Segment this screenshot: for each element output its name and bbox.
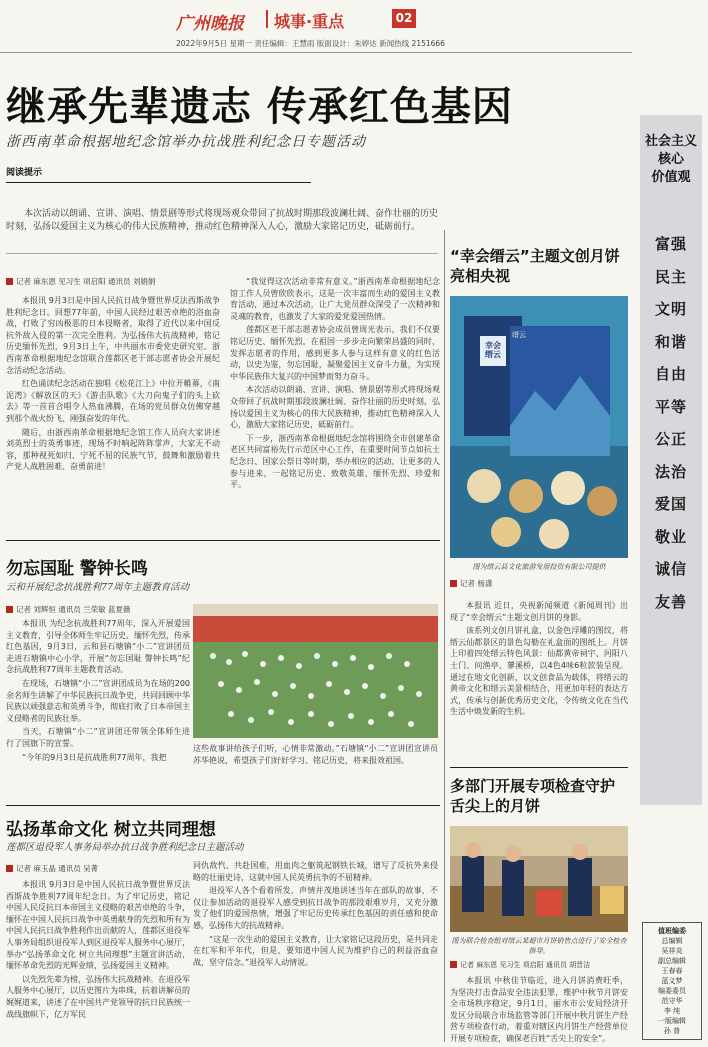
- schoolyard-photo: [193, 604, 438, 738]
- editors-box: [642, 922, 702, 1040]
- tip-rule: [6, 182, 311, 183]
- core-values-title: [640, 115, 702, 187]
- story5-top-rule: [450, 767, 628, 768]
- story4-headline: “幸会缙云”主题文创月饼亮相央视: [450, 247, 620, 285]
- story3-col-2: [193, 860, 438, 968]
- story4-text: [450, 600, 628, 718]
- paper-name: 广州晚报: [176, 14, 244, 34]
- lead-headline: 继承先辈遗志 传承红色基因: [6, 84, 513, 130]
- paragraph: 以先烈先辈为榜，弘扬伟大抗战精神。在退役军人服务中心展厅，以历史图片为串珠，抗着讲解员的娓娓道来，讲述了在中国共产党领导的抗日民族统一战线旗帜下，亿万军民: [6, 974, 190, 1019]
- byline-marker-icon: [6, 278, 13, 285]
- editor-line: 编委委员: [658, 987, 686, 995]
- story5-text: [450, 975, 628, 1045]
- story2-subtitle: 云和开展纪念抗战胜利77周年主题教育活动: [6, 582, 190, 593]
- story3-headline: 弘扬革命文化 树立共同理想: [6, 820, 216, 840]
- core-value: 民主: [654, 267, 687, 286]
- core-value: 法治: [654, 462, 687, 481]
- paragraph: 退役军人各个看着所发，声情并茂地讲述当年在部队的故事，不仅让参加活动的退役军人感受到抗日战争的那段艰难岁月，又充分激发了他们的爱国热情，增强了牢记历史传承红色基因的责任感和使命感，弘扬伟大的抗战精神。: [193, 886, 438, 930]
- editor-line: 李 纯: [663, 1007, 681, 1015]
- story3-col-1: [6, 879, 190, 1020]
- section-title: 城事·重点: [274, 12, 345, 31]
- core-values-title-line: 核心: [657, 152, 684, 167]
- editor-line: 一版编辑: [658, 1017, 686, 1025]
- mooncake-photo: [450, 296, 628, 558]
- editor-line: 蓝义梦: [661, 977, 683, 985]
- page-number-badge: 02: [392, 9, 416, 28]
- byline-marker-icon: [450, 961, 457, 968]
- byline-marker-icon: [6, 865, 13, 872]
- byline-marker-icon: [6, 606, 13, 613]
- mooncake-photo-caption: 图为缙云县文化旅游发展投资有限公司提供: [472, 563, 606, 571]
- core-value: 诚信: [654, 560, 687, 578]
- core-value: 和谐: [654, 332, 687, 351]
- header-meta: 2022年9月5日 星期一 责任编辑：王慧雨 版面设计：朱婷达 新闻热线 2151666: [176, 39, 445, 48]
- story2-headline: 勿忘国耻 警钟长鸣: [6, 559, 148, 579]
- paragraph: 莲都区老干部志愿者协会成员曾周光表示，我们不仅要铭记历史、缅怀先烈，在祖国一步步走向繁荣昌盛的同时，发挥志愿者的作用，感到更多人参与这样有意义的红色活动，以史为鉴，勿忘国耻，凝聚爱国主义奋斗力量，为实现中华民族伟大复兴的中国梦而努力奋斗。: [230, 325, 440, 381]
- tip-bottom-rule: [6, 253, 438, 254]
- core-values-column: [640, 115, 702, 805]
- mooncake-gift-box-illustration: [450, 296, 628, 558]
- paragraph: 当天，石塘镇“小二”宣讲团还带领全体师生进行了国旗下的宣誓。: [6, 727, 190, 748]
- editor-line: 范守华: [661, 997, 683, 1005]
- byline-marker-icon: [450, 580, 457, 587]
- paragraph: 本报讯 9月3日是中国人民抗日战争暨世界反法西斯战争胜利纪念日。回想77年前，中国人民经过艰苦卓绝的浴血奋战，打败了穷凶极恶的日本侵略者，取得了近代以来中国反抗外敌入侵的第一次完全胜利。为弘扬伟大抗战精神，铭记历史缅怀先烈，9月3日上午，中共丽水市委党史研究室、浙西南革命根据地纪念馆联合莲都区老干部志愿者协会开展纪念活动纪念活动。: [6, 296, 220, 375]
- core-value: 平等: [654, 397, 687, 416]
- paragraph: 本报讯 9月3日是中国人民抗日战争暨世界反法西斯战争胜利77周年纪念日。为了牢记历史，铭记中国人民反抗日本帝国主义侵略的艰苦卓绝的斗争，缅怀在中国人民抗日战争中英勇献身的先烈和所有为中国人民抗日战争胜利作出贡献的人，莲都区退役军人事务局组织退役军人到区退役军人服务中心展厅，举办“弘扬革命文化 树立共同理想”主题宣讲活动，缅怀革命先烈的光辉业绩，弘扬爱国主义精神。: [6, 880, 190, 971]
- core-values-title-line: 社会主义: [644, 134, 697, 149]
- editor-line: 值班编委: [658, 927, 686, 935]
- lead-subtitle: 浙西南革命根据地纪念馆举办抗战胜利纪念日专题活动: [6, 134, 366, 150]
- story3-byline-text: 记者 麻玉晶 通讯员 吴菁: [16, 864, 99, 873]
- story5-byline: [450, 960, 590, 970]
- inspection-photo-caption: 图为联合检查组对缙云某超市月饼销售点进行了安全检查指导。: [451, 937, 627, 955]
- core-value: 富强: [654, 235, 687, 253]
- story2-continuation: 这些故事讲给孩子们听，心情非常激动。”石塘镇“小二”宣讲团宣讲员苏华艳说，希望孩子们好好学习、铭记历史，将来报效祖国。: [193, 744, 438, 765]
- box-label-primary: 幸会缙云: [485, 341, 501, 359]
- inspection-photo: [450, 826, 628, 932]
- editor-line: 王春春: [661, 967, 683, 975]
- story3-subtitle: 莲都区退役军人事务局举办抗日战争胜利纪念日主题活动: [6, 842, 244, 853]
- inspection-illustration: [450, 826, 628, 932]
- paragraph: 本报讯 为纪念抗战胜利77周年，深入开展爱国主义教育，引导全体师生牢记历史、缅怀先烈，传承红色基因，9月3日，云和县石塘镇“小二”宣讲团员走进石塘镇中心小学，开展“勿忘国耻 警钟长鸣”纪念抗战胜利77周年主题教育活动。: [6, 619, 190, 675]
- core-value: 友善: [654, 592, 687, 611]
- story5-headline: 多部门开展专项检查守护舌尖上的月饼: [450, 777, 616, 815]
- tip-label: 阅读提示: [6, 168, 43, 178]
- paragraph: 在现场，石塘镇“小二”宣讲团成员为在场的200余名师生讲解了中华民族抗日战争史，共同回顾中华民族以顽强意志和英勇斗争，彻底打败了日本帝国主义侵略者的民族壮举。: [6, 678, 190, 723]
- story4-byline: [450, 578, 492, 589]
- story4-byline-text: 记者 杨潇: [460, 579, 493, 588]
- core-value: 公正: [654, 430, 687, 448]
- lead-byline: [6, 276, 226, 287]
- core-value: 敬业: [654, 527, 687, 546]
- paragraph: 本报讯 中秋佳节临近，进入月饼消费旺季，为坚决打击食品安全违法犯罪，维护中秋节月饼安全市场秩序稳定，9月1日，丽水市公安局经济开发区分局联合市场监管等部门开展中秋月饼生产经营专项检查行动，着重对辖区内月饼生产经营单位开展专项检查，确保老百姓“舌尖上的安全”。: [450, 976, 628, 1043]
- editor-line: 孙 普: [663, 1027, 681, 1035]
- story3-byline: [6, 863, 98, 874]
- editor-line: 吴祥炎: [661, 947, 683, 955]
- editor-line: 副总编辑: [658, 957, 686, 965]
- core-values-list: [640, 233, 702, 612]
- masthead: [176, 8, 476, 34]
- core-values-title-line: 价值观: [651, 170, 691, 185]
- tip-text: 本次活动以朗诵、宣讲、演唱、情景剧等形式将现场观众带回了抗战时期那段波澜壮阔、奋作壮丽的历史时刻，弘扬以爱国主义为核心的伟大民族精神，推动红色精神深入人心，激励大家铭记历史，砥砺前行。: [6, 209, 439, 232]
- column-divider: [444, 230, 445, 1042]
- paragraph: “我觉得这次活动非常有意义。”浙西南革命根据地纪念馆工作人员曾欣欣表示，这是一次丰富而生动的爱国主义教育活动，通过本次活动，让广大党员群众深受了一次精神和灵魂的教育，也激发了大家的爱党爱国热情。: [230, 277, 440, 321]
- story2-text: [6, 618, 190, 763]
- schoolyard-illustration: [193, 604, 438, 738]
- story3-top-rule: [6, 805, 440, 806]
- paragraph: 本次活动以朗诵、宣讲、演唱、情景剧等形式将现场观众带回了抗战时期那段波澜壮阔、奋作壮丽的历史时刻，弘扬以爱国主义为核心的伟大民族精神，推动红色精神深入人心，激励大家铭记历史，砥砺前行。: [230, 385, 440, 430]
- core-value: 爱国: [654, 495, 687, 513]
- lead-col-2: [230, 276, 440, 491]
- paragraph: “今年的9月3日是抗战胜利77周年，我把: [22, 752, 167, 762]
- lead-byline-text: 记者 麻东恩 见习生 项启阳 通讯员 刘娟娟: [16, 277, 156, 286]
- header-rule: [0, 52, 632, 53]
- paragraph: “这是一次生动的爱国主义教育，让大家铭记这段历史，是共同走在红军和平年代，但是，要知道中国人民为维护自己的利益浴血奋战，坚守信念。”退役军人动情说。: [193, 934, 438, 967]
- paragraph: 该系列文创月饼礼盒，以金色浮雕的图纹，将缙云仙都景区的景色勾勒在礼盒面的图纸上。月饼上印着四处缙云特色风景：仙都黄帝祠宇、河阳八士门、问渔亭、蓼溪桥，以4色4味6粒款装呈现。通过在地文化创新，以文创食品为载体，将缙云的黄帝文化和缙云美景相结合，用更加年轻的表达方式，传承与创新优秀历史文化，令传统文化在当代生活中焕发新的生机。: [450, 626, 628, 717]
- section-divider: [266, 10, 268, 28]
- lead-col-1: [6, 295, 220, 473]
- story5-byline-text: 记者 麻东恩 见习生 项启阳 通讯员 胡晋洁: [460, 961, 591, 969]
- paragraph: 本报讯 近日，央视新闻频道《新闻周刊》出现了“幸会缙云”主题文创月饼的身影。: [450, 601, 628, 622]
- core-value: 文明: [654, 300, 687, 318]
- story2-byline-text: 记者 刘辉恒 通讯员 兰荣敏 蓝夏薇: [16, 605, 131, 614]
- box-label-secondary: 缙云: [512, 331, 526, 339]
- paragraph: 随后，由浙西南革命根据地纪念馆工作人员向大家讲述刘英烈士的英勇事迹，现场不时响起阵阵掌声，大家无不动容，那种视死如归、宁死不屈的民族气节，鼓舞和激励着共产党人战胜困难、奋勇前进！: [6, 427, 220, 472]
- paragraph: 同仇敌忾、共赴国难，用血肉之躯筑起钢铁长城，谱写了反抗外来侵略的壮丽史诗，这就中国人民英勇抗争的不屈精神。: [193, 861, 438, 882]
- paragraph: 下一步，浙西南革命根据地纪念馆将围绕全市创建革命老区共同富裕先行示范区中心工作，在重要时间节点如抗士纪念日、国家公祭日等时期，举办相应的活动，让更多的人参与进来，一起铭记历史、致敬英雄、缅怀先烈、珍爱和平。: [230, 433, 440, 490]
- paragraph: 红色诵读纪念活动在独唱《松花江上》中拉开帷幕，《南泥湾》《解放区的天》《游击队歌》《大刀向鬼子们的头上砍去》等一首首合唱令人热血沸腾，在场的党员群众仿佛穿越到那个战火纷飞、刚强奋发的年代。: [6, 379, 220, 423]
- editor-line: 总编辑: [661, 937, 683, 945]
- story2-byline: [6, 604, 131, 615]
- story2-top-rule: [6, 540, 440, 541]
- core-value: 自由: [654, 365, 687, 383]
